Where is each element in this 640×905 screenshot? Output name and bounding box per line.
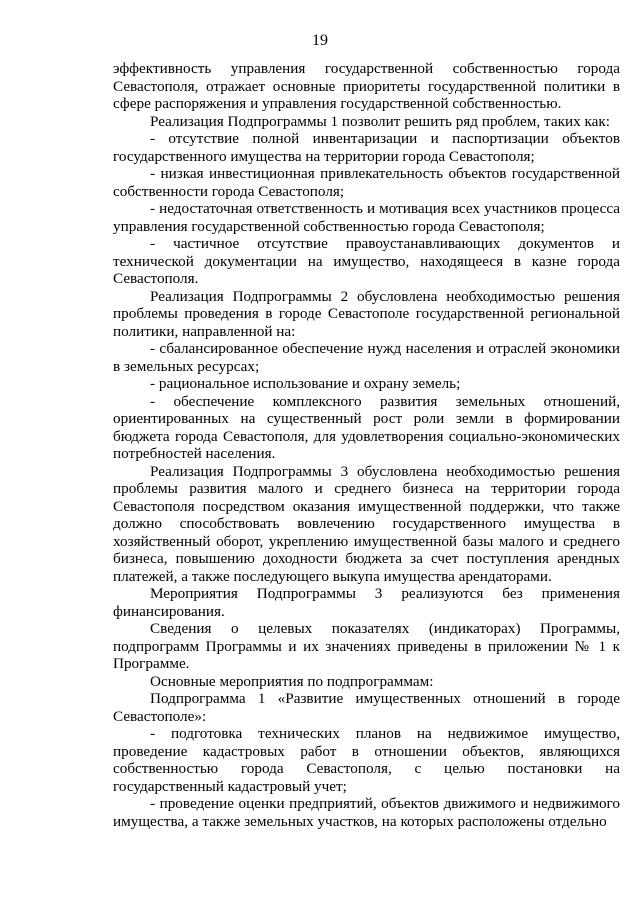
document-body <box>113 60 620 830</box>
list-item: - частичное отсутствие правоустанавливающих документов и технической документации на имущество, находящееся в казне города Севастополя. <box>113 235 620 287</box>
paragraph: эффективность управления государственной собственностью города Севастополя, отражает основные приоритеты государственной политики в сфере распоряжения и управления государственной собственностью. <box>113 60 620 112</box>
list-item: - сбалансированное обеспечение нужд населения и отраслей экономики в земельных ресурсах; <box>113 340 620 375</box>
list-item: - отсутствие полной инвентаризации и паспортизации объектов государственного имущества на территории города Севастополя; <box>113 130 620 165</box>
list-item: - подготовка технических планов на недвижимое имущество, проведение кадастровых работ в отношении объектов, являющихся собственностью города Севастополя, с целью постановки на государственный кадастровый учет; <box>113 725 620 795</box>
paragraph: Реализация Подпрограммы 2 обусловлена необходимостью решения проблемы проведения в городе Севастополе государственной региональной политики, направленной на: <box>113 287 620 340</box>
list-item: - низкая инвестиционная привлекательность объектов государственной собственности города Севастополя; <box>113 165 620 200</box>
paragraph: Основные мероприятия по подпрограммам: <box>150 672 434 690</box>
list-item: - обеспечение комплексного развития земельных отношений, ориентированных на существенный рост роли земли в формировании бюджета города Севастополя, для удовлетворения социально-экономических потребностей населения. <box>113 392 620 462</box>
list-item: - недостаточная ответственность и мотивация всех участников процесса управления государственной собственностью города Севастополя; <box>113 200 620 235</box>
paragraph: Реализация Подпрограммы 3 обусловлена необходимостью решения проблемы развития малого и среднего бизнеса на территории города Севастополя посредством оказания имущественной поддержки, что также должно способствовать вовлечению государственного имущества в хозяйственный оборот, укреплению имущественной базы малого и среднего бизнеса, повышению доходности бюджета за счет поступления арендных платежей, а также последующего выкупа имущества арендаторами. <box>113 462 620 585</box>
list-item: - рациональное использование и охрану земель; <box>150 375 461 392</box>
paragraph: Сведения о целевых показателях (индикаторах) Программы, подпрограмм Программы и их значениях приведены в приложении № 1 к Программе. <box>113 620 620 672</box>
list-item: - проведение оценки предприятий, объектов движимого и недвижимого имущества, а также земельных участков, на которых расположены отдельно <box>113 795 620 830</box>
paragraph: Мероприятия Подпрограммы 3 реализуются без применения финансирования. <box>113 585 620 620</box>
paragraph: Реализация Подпрограммы 1 позволит решить ряд проблем, таких как: <box>150 112 610 130</box>
section-heading: Подпрограмма 1 «Развитие имущественных отношений в городе Севастополе»: <box>113 690 620 725</box>
page-number: 19 <box>312 32 328 49</box>
